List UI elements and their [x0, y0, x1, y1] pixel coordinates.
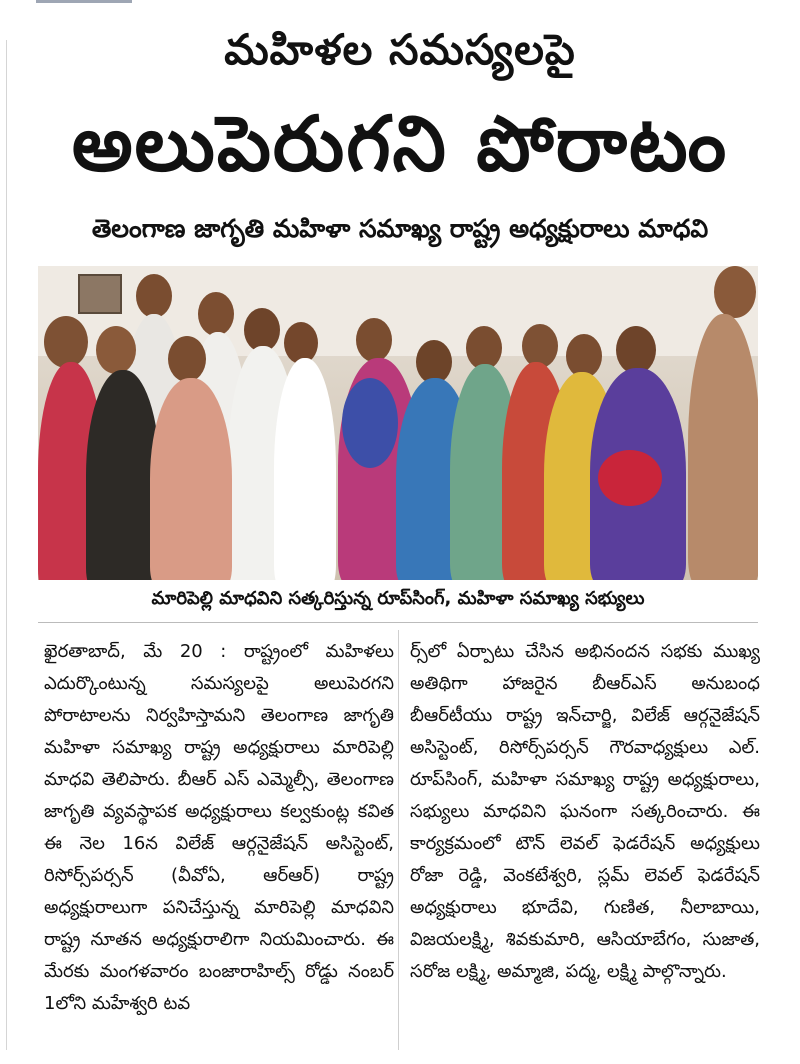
article-body-column-left: [44, 636, 394, 1020]
caption-rule: [38, 622, 758, 623]
photo-person-head: [714, 266, 756, 318]
news-photo: [38, 266, 758, 580]
photo-person-head: [96, 326, 136, 374]
photo-person-head: [44, 316, 88, 368]
photo-person-head: [616, 326, 656, 374]
photo-person: [86, 370, 160, 580]
article-body-paragraph: ఖైరతాబాద్, మే 20 : రాష్ట్రంలో మహిళలు ఎదుర్కొంటున్న సమస్యలపై అలుపెరగని పోరాటాలను నిర్వహిస్తామని తెలంగాణ జాగృతి మహిళా సమాఖ్య రాష్ట్ర అధ్యక్షురాలు మారిపెల్లి మాధవి తెలిపారు. బీఆర్ ఎస్ ఎమ్మెల్సీ, తెలంగాణ జాగృతి వ్యవస్థాపక అధ్యక్షురాలు కల్వకుంట్ల కవిత ఈ నెల 16న విలేజ్ ఆర్గనైజేషన్ అసిస్టెంట్, రిసోర్స్‌పర్సన్ (వీవోఏ, ఆర్‌ఆర్) రాష్ట్ర అధ్యక్షురాలుగా పనిచేస్తున్న మారిపెల్లి మాధవిని రాష్ట్ర నూతన అధ్యక్షురాలిగా నియమించారు. ఈ మేరకు మంగళవారం బంజారాహిల్స్ రోడ్డు నంబర్ 1లోని మహేశ్వరి టవ: [44, 641, 394, 1014]
photo-bouquet: [598, 450, 662, 506]
article-subhead: తెలంగాణ జాగృతి మహిళా సమాఖ్య రాష్ట్ర అధ్యక్షురాలు మాధవి: [91, 214, 709, 243]
photo-bouquet: [342, 378, 398, 468]
photo-person-head: [168, 336, 206, 382]
photo-person: [150, 378, 232, 580]
photo-person-head: [198, 292, 234, 336]
photo-caption: మారిపెల్లి మాధవిని సత్కరిస్తున్న రూప్‌సింగ్, మహిళా సమాఖ్య సభ్యులు: [151, 588, 645, 609]
photo-person-head: [136, 274, 172, 318]
photo-person: [274, 358, 336, 580]
column-divider: [398, 630, 399, 1050]
article-body-paragraph: ర్స్‌లో ఏర్పాటు చేసిన అభినందన సభకు ముఖ్య అతిథిగా హాజరైన బీఆర్‌ఎస్ అనుబంధ బీఆర్‌టీయు రాష్ట్ర ఇన్‌చార్జి, విలేజ్ ఆర్గనైజేషన్ అసిస్టెంట్, రిసోర్స్‌పర్సన్ గౌరవాధ్యక్షులు ఎల్. రూప్‌సింగ్, మహిళా సమాఖ్య రాష్ట్ర అధ్యక్షురాలు, సభ్యులు మాధవిని ఘనంగా సత్కరించారు. ఈ కార్యక్రమంలో టౌన్ లెవల్ ఫెడరేషన్ అధ్యక్షులు రోజా రెడ్డి, వెంకటేశ్వరి, స్లమ్ లెవల్ ఫెడరేషన్ అధ్యక్షురాలు భూదేవి, గుణిత, నీలాబాయి, విజయలక్ష్మి, శివకుమారి, ఆసియాబేగం, సుజాత, సరోజ లక్ష్మి, అమ్మాజి, పద్మ, లక్ష్మి పాల్గొన్నారు.: [410, 641, 760, 982]
photo-person-head: [356, 318, 392, 362]
article-headline: అలుపెరుగని పోరాటం: [71, 99, 729, 188]
article-body-column-right: [410, 636, 760, 988]
photo-wall-frame: [78, 274, 122, 314]
photo-person: [688, 314, 758, 580]
article-kicker: మహిళల సమస్యలపై: [224, 25, 576, 74]
top-accent-rule: [36, 0, 132, 3]
